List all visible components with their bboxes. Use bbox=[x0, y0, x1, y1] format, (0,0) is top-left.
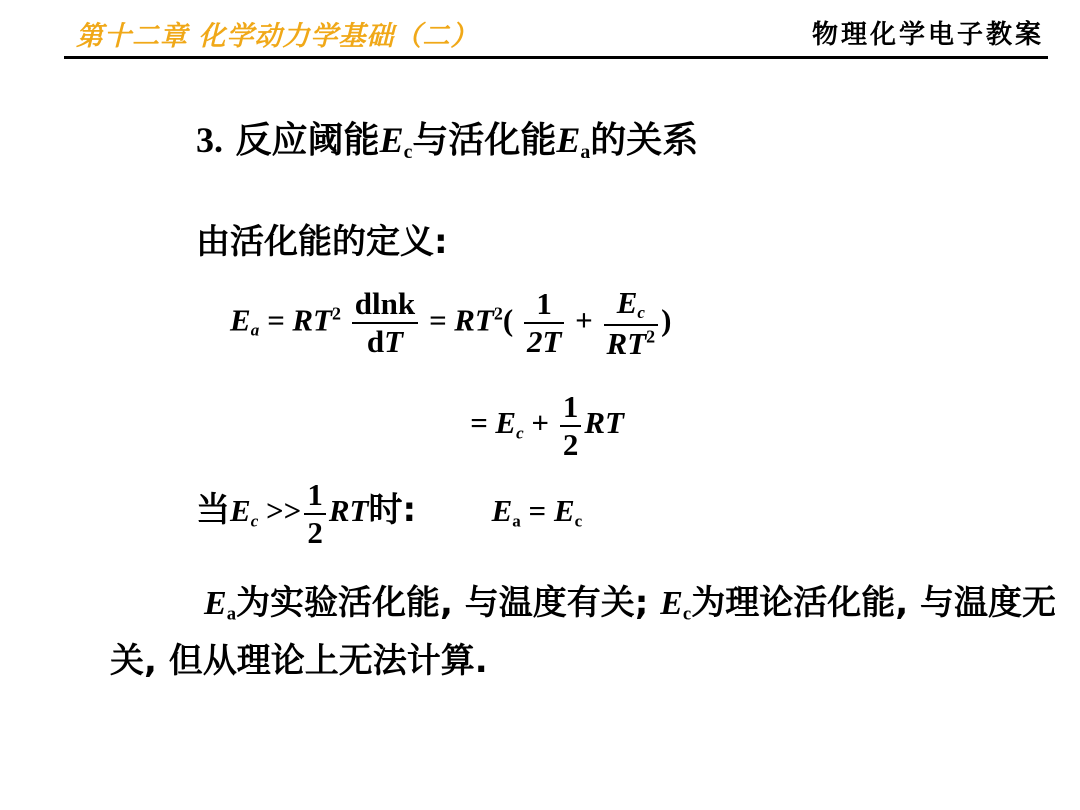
concl-ea: E bbox=[204, 585, 227, 622]
concl-ea-sub: a bbox=[226, 603, 237, 625]
heading-part-1: 反应阈能 bbox=[235, 120, 380, 161]
ec-symbol: E bbox=[379, 120, 404, 160]
eq1-sq-3: 2 bbox=[646, 326, 656, 347]
condition-line bbox=[196, 478, 582, 550]
eq2-half bbox=[560, 390, 582, 462]
eq1-f2-sub: c bbox=[637, 303, 645, 323]
heading-part-3: 的关系 bbox=[590, 120, 699, 161]
eq2-rt: RT bbox=[584, 405, 624, 441]
res-ea: E bbox=[491, 493, 513, 529]
eq1-f2-den: RT bbox=[606, 325, 647, 361]
eq1-lhs-sub: a bbox=[250, 320, 260, 340]
eq1-plus: + bbox=[575, 302, 593, 338]
concl-part1: 为实验活化能, 与温度有关; bbox=[236, 583, 649, 623]
cond-num: 1 bbox=[304, 478, 326, 515]
eq1-frac-1 bbox=[524, 287, 564, 359]
cond-den: 2 bbox=[307, 515, 323, 551]
cond-time: 时: bbox=[368, 490, 417, 531]
eq2-den: 2 bbox=[562, 427, 579, 463]
eq2-sub: c bbox=[516, 423, 524, 443]
eq1-lhs: E bbox=[230, 302, 251, 338]
heading-part-2: 与活化能 bbox=[412, 120, 557, 161]
cond-half bbox=[304, 478, 326, 550]
eq1-sq-2: 2 bbox=[493, 303, 503, 324]
concl-part2: 为理论活化能, 与温度无关, 但从理论上无法计算. bbox=[110, 583, 1056, 681]
cond-sub: c bbox=[250, 511, 259, 531]
ea-subscript: a bbox=[580, 140, 591, 163]
eq1-f1-num: 1 bbox=[524, 287, 564, 324]
res-ec: E bbox=[553, 493, 575, 529]
concl-ec-sub: c bbox=[682, 603, 692, 625]
section-heading bbox=[196, 112, 698, 164]
eq1-f1-den: 2T bbox=[526, 324, 562, 360]
ec-subscript: c bbox=[403, 140, 413, 163]
eq1-sq-1: 2 bbox=[331, 303, 341, 324]
eq1-mid: = RT bbox=[428, 302, 494, 338]
equation-2 bbox=[470, 390, 624, 462]
eq1-rt: = RT bbox=[266, 302, 332, 338]
definition-label: 由活化能的定义: bbox=[196, 222, 448, 262]
course-title: 物理化学电子教案 bbox=[811, 20, 1044, 50]
eq2-num: 1 bbox=[560, 390, 582, 427]
eq2-plus: + bbox=[531, 405, 550, 441]
eq1-close: ) bbox=[661, 302, 672, 338]
equation-1 bbox=[230, 286, 672, 361]
res-ec-sub: c bbox=[574, 511, 583, 531]
eq1-derivative bbox=[352, 287, 418, 359]
eq1-open: ( bbox=[502, 302, 514, 338]
cond-when: 当 bbox=[196, 490, 230, 531]
concl-ec: E bbox=[660, 585, 683, 622]
conclusion-paragraph bbox=[110, 580, 1060, 684]
cond-gg: >> bbox=[266, 493, 302, 529]
eq1-d: d bbox=[366, 324, 385, 360]
cond-e: E bbox=[230, 493, 251, 529]
res-eq: = bbox=[528, 493, 547, 529]
ea-symbol: E bbox=[556, 120, 581, 160]
header-divider bbox=[64, 56, 1048, 59]
res-ea-sub: a bbox=[512, 511, 521, 531]
eq1-T: T bbox=[384, 324, 403, 360]
cond-rt: RT bbox=[328, 493, 369, 529]
eq1-frac-2 bbox=[604, 286, 659, 361]
eq1-dlnk: dlnk bbox=[352, 287, 418, 324]
eq2-ec: = E bbox=[470, 405, 517, 441]
section-number: 3. bbox=[196, 120, 223, 160]
eq1-f2-num: E bbox=[616, 285, 638, 320]
chapter-title: 第十二章 化学动力学基础（二） bbox=[76, 21, 479, 52]
